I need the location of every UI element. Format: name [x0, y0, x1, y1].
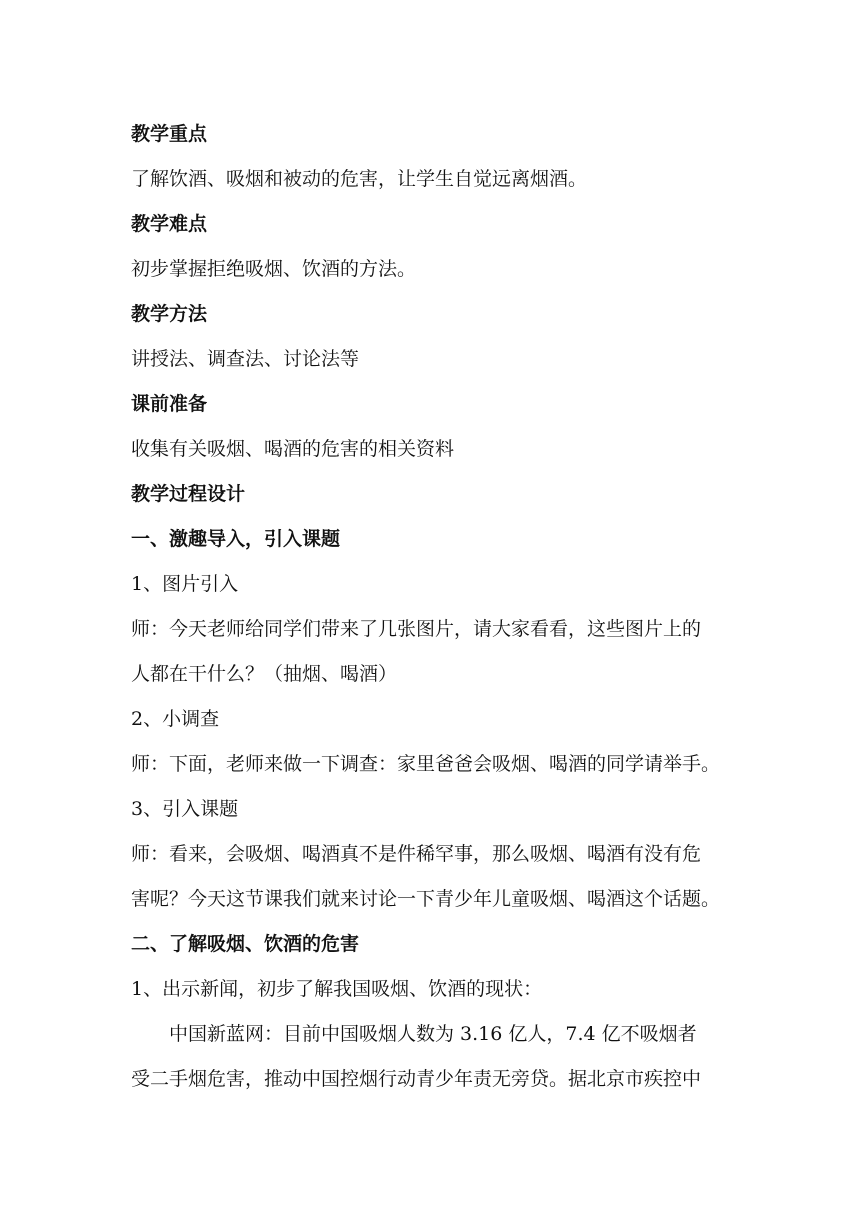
paragraph-teaching-methods: 讲授法、调查法、讨论法等: [131, 348, 360, 370]
paragraph-line: 受二手烟危害，推动中国控烟行动青少年责无旁贷。据北京市疾控中: [131, 1068, 702, 1090]
step-topic-intro: 3、引入课题: [131, 798, 239, 820]
paragraph-teaching-difficulty: 初步掌握拒绝吸烟、饮酒的方法。: [131, 258, 417, 280]
paragraph-line: 师：今天老师给同学们带来了几张图片，请大家看看，这些图片上的: [131, 618, 702, 640]
paragraph-line: 中国新蓝网：目前中国吸烟人数为 3.16 亿人，7.4 亿不吸烟者: [169, 1023, 697, 1045]
document-body: [131, 112, 743, 1102]
paragraph-line: 害呢？今天这节课我们就来讨论一下青少年儿童吸烟、喝酒这个话题。: [131, 888, 721, 910]
heading-process-design: 教学过程设计: [131, 483, 246, 505]
heading-teaching-difficulty: 教学难点: [131, 213, 208, 235]
step-picture-intro: 1、图片引入: [131, 573, 239, 595]
step-news: 1、出示新闻，初步了解我国吸烟、饮酒的现状：: [131, 978, 543, 1000]
paragraph-line: 师：下面，老师来做一下调查：家里爸爸会吸烟、喝酒的同学请举手。: [131, 753, 721, 775]
paragraph-preparation: 收集有关吸烟、喝酒的危害的相关资料: [131, 438, 455, 460]
heading-preparation: 课前准备: [131, 393, 208, 415]
step-survey: 2、小调查: [131, 708, 220, 730]
heading-teaching-focus: 教学重点: [131, 123, 208, 145]
section-heading-harms: 二、了解吸烟、饮酒的危害: [131, 933, 360, 955]
paragraph-teaching-focus: 了解饮酒、吸烟和被动的危害，让学生自觉远离烟酒。: [131, 168, 588, 190]
section-heading-introduction: 一、激趣导入，引入课题: [131, 528, 341, 550]
heading-teaching-methods: 教学方法: [131, 303, 208, 325]
paragraph-line: 师：看来，会吸烟、喝酒真不是件稀罕事，那么吸烟、喝酒有没有危: [131, 843, 702, 865]
paragraph-line: 人都在干什么？（抽烟、喝酒）: [131, 663, 398, 685]
